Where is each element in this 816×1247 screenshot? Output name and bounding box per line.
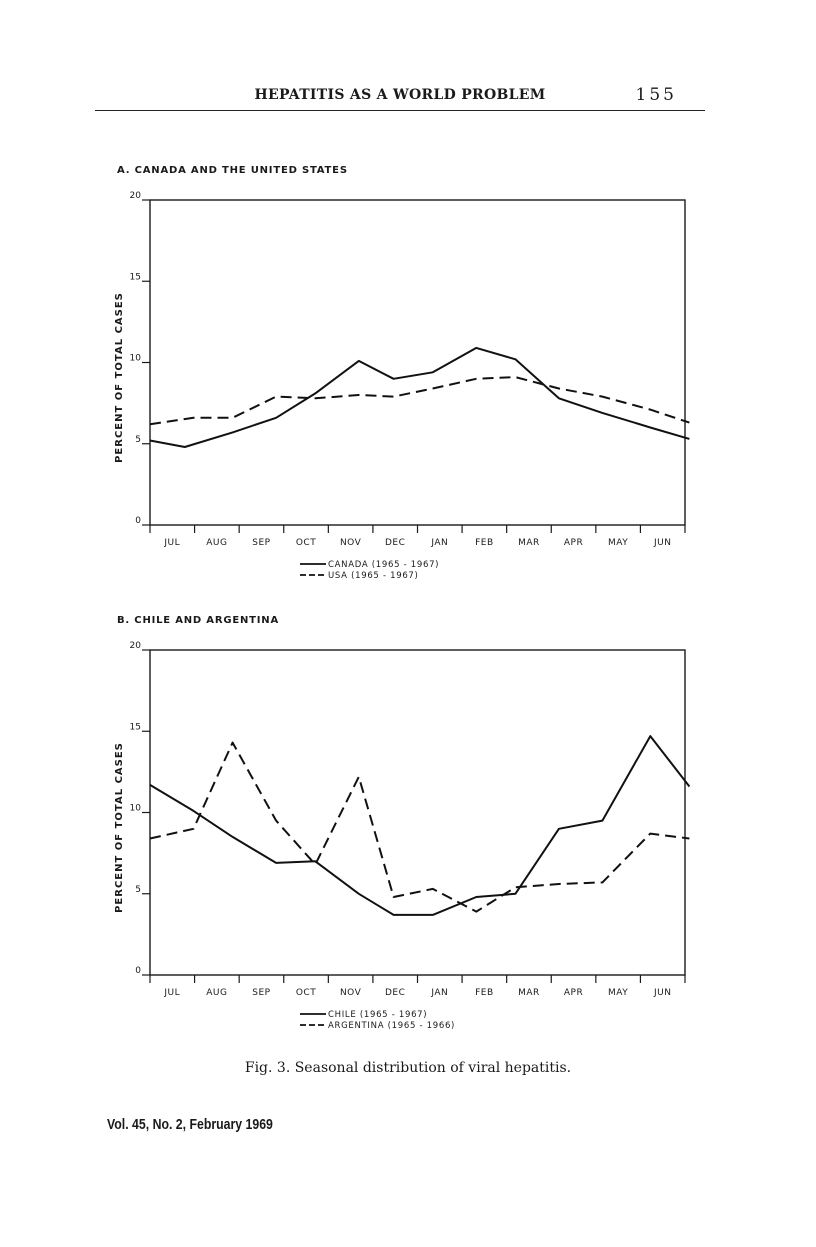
header-rule	[95, 110, 705, 111]
series-line-usa	[150, 377, 689, 424]
running-head	[95, 87, 705, 111]
chart-a	[0, 180, 816, 600]
x-tick-label-nov: NOV	[339, 538, 362, 548]
y-tick-label: 10	[129, 803, 141, 814]
x-tick-label-feb: FEB	[475, 988, 494, 998]
x-tick-label-oct: OCT	[295, 538, 317, 548]
legend-label: USA (1965 - 1967)	[328, 571, 419, 581]
plot-frame	[150, 200, 685, 525]
x-tick-label-jan: JAN	[431, 538, 449, 548]
x-tick-label-mar: MAR	[518, 538, 540, 548]
legend-label: ARGENTINA (1965 - 1966)	[328, 1021, 456, 1031]
y-tick-label: 5	[135, 884, 141, 895]
x-tick-label-jun: JUN	[653, 538, 672, 548]
x-tick-label-jul: JUL	[164, 538, 181, 548]
series-line-argentina	[150, 743, 689, 912]
x-tick-label-may: MAY	[608, 988, 629, 998]
x-tick-label-aug: AUG	[206, 538, 228, 548]
series-line-chile	[150, 736, 689, 915]
x-tick-label-oct: OCT	[295, 988, 317, 998]
x-tick-label-jan: JAN	[431, 988, 449, 998]
x-tick-label-sep: SEP	[252, 988, 271, 998]
chart-a-title: A. CANADA AND THE UNITED STATES	[117, 165, 348, 176]
y-tick-label: 20	[129, 641, 141, 651]
y-tick-label: 5	[135, 434, 141, 445]
chart-b-title: B. CHILE AND ARGENTINA	[117, 615, 280, 626]
y-tick-label: 0	[135, 516, 141, 526]
plot-frame	[150, 650, 685, 975]
x-tick-label-jul: JUL	[164, 988, 181, 998]
x-tick-label-mar: MAR	[518, 988, 540, 998]
y-tick-label: 15	[129, 722, 141, 733]
x-tick-label-apr: APR	[563, 538, 584, 548]
x-tick-label-dec: DEC	[385, 538, 406, 548]
journal-footer: Vol. 45, No. 2, February 1969	[107, 1116, 273, 1133]
chart-b	[0, 630, 816, 1050]
x-tick-label-apr: APR	[563, 988, 584, 998]
x-tick-label-dec: DEC	[385, 988, 406, 998]
y-tick-label: 0	[135, 966, 141, 976]
x-tick-label-nov: NOV	[339, 988, 362, 998]
y-tick-label: 10	[129, 353, 141, 364]
y-tick-label: 15	[129, 272, 141, 283]
legend-label: CANADA (1965 - 1967)	[328, 560, 440, 570]
x-tick-label-jun: JUN	[653, 988, 672, 998]
x-tick-label-feb: FEB	[475, 538, 494, 548]
y-axis-label: PERCENT OF TOTAL CASES	[114, 742, 125, 913]
page-number: 155	[635, 85, 677, 105]
x-tick-label-may: MAY	[608, 538, 629, 548]
legend-label: CHILE (1965 - 1967)	[328, 1010, 428, 1020]
y-tick-label: 20	[129, 191, 141, 201]
y-axis-label: PERCENT OF TOTAL CASES	[114, 292, 125, 463]
x-tick-label-sep: SEP	[252, 538, 271, 548]
running-title: HEPATITIS AS A WORLD PROBLEM	[254, 87, 546, 103]
x-tick-label-aug: AUG	[206, 988, 228, 998]
figure-caption: Fig. 3. Seasonal distribution of viral hepatitis.	[244, 1060, 572, 1076]
